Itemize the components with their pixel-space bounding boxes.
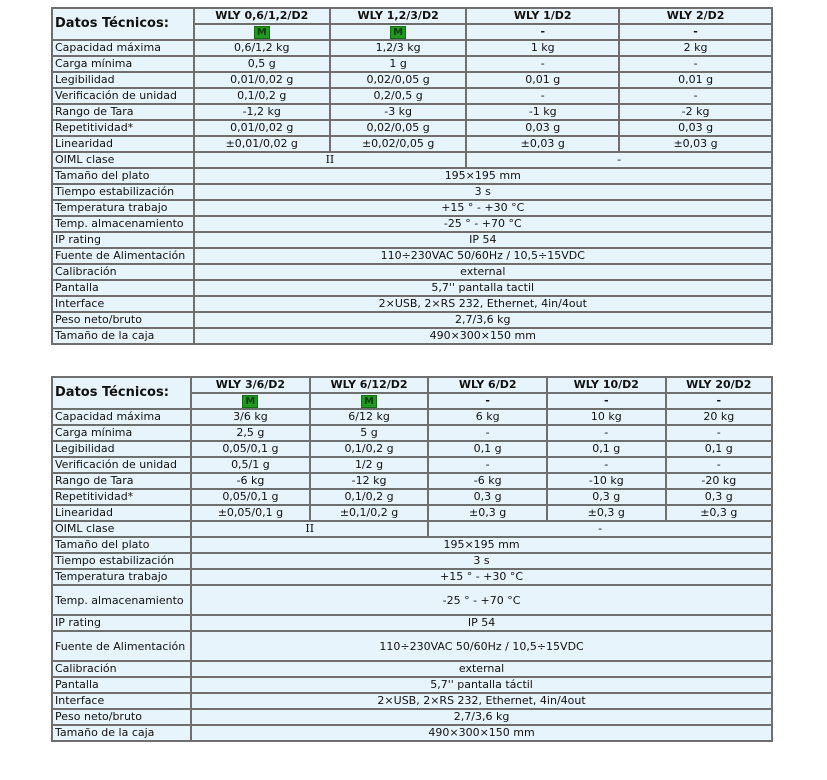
spec-value: -12 kg [311, 474, 428, 488]
spec-value: 0,5/1 g [192, 458, 309, 472]
spec-value: -6 kg [429, 474, 546, 488]
common-value: +15 ° - +30 °C [192, 570, 771, 584]
row-label: Temp. almacenamiento [53, 586, 190, 614]
spec-row-common [53, 632, 771, 660]
row-label: Calibración [53, 662, 190, 676]
spec-value: 1 g [331, 57, 465, 71]
spec-value: 3/6 kg [192, 410, 309, 424]
spec-value: 0,03 g [620, 121, 771, 135]
common-value: 195×195 mm [192, 538, 771, 552]
spec-value: 0,1/0,2 g [311, 442, 428, 456]
spec-row-common [53, 201, 771, 215]
row-label: Temp. almacenamiento [53, 217, 193, 231]
spec-value: 0,01 g [620, 73, 771, 87]
row-label: Peso neto/bruto [53, 313, 193, 327]
spec-row-common [53, 538, 771, 552]
common-value: 490×300×150 mm [192, 726, 771, 740]
row-label: Rango de Tara [53, 105, 193, 119]
common-value: 5,7'' pantalla tactil [195, 281, 771, 295]
spec-value: 0,6/1,2 kg [195, 41, 329, 55]
spec-value: 0,1/0,2 g [195, 89, 329, 103]
spec-value: 2,5 g [192, 426, 309, 440]
spec-row [53, 474, 771, 488]
spec-value: ±0,05/0,1 g [192, 506, 309, 520]
row-label: Verificación de unidad [53, 458, 190, 472]
spec-row [53, 57, 771, 71]
row-label: Tamaño de la caja [53, 329, 193, 343]
spec-value: 1,2/3 kg [331, 41, 465, 55]
spec-row-common [53, 233, 771, 247]
spec-row [53, 458, 771, 472]
row-label: Carga mínima [53, 426, 190, 440]
spec-row-common [53, 249, 771, 263]
spec-value: - [429, 458, 546, 472]
spec-row-common [53, 710, 771, 724]
spec-value: 10 kg [548, 410, 665, 424]
spec-row-common [53, 694, 771, 708]
spec-value: -6 kg [192, 474, 309, 488]
spec-value: - [620, 57, 771, 71]
common-value: 2×USB, 2×RS 232, Ethernet, 4in/4out [192, 694, 771, 708]
spec-row-common [53, 265, 771, 279]
row-label: Peso neto/bruto [53, 710, 190, 724]
spec-value: -1 kg [467, 105, 618, 119]
row-label: Repetitividad* [53, 490, 190, 504]
spec-value: - [667, 458, 771, 472]
spec-row-common [53, 616, 771, 630]
row-label: Verificación de unidad [53, 89, 193, 103]
row-label: Rango de Tara [53, 474, 190, 488]
m-verification-badge-icon: M [254, 26, 270, 39]
verification-cell [331, 25, 465, 39]
oiml-verified-value: II [195, 153, 466, 167]
row-label: Temperatura trabajo [53, 570, 190, 584]
spec-value: 0,5 g [195, 57, 329, 71]
spec-row [53, 105, 771, 119]
model-header: WLY 6/12/D2 [311, 378, 428, 392]
spec-row [53, 137, 771, 151]
row-label: Pantalla [53, 678, 190, 692]
row-label: IP rating [53, 233, 193, 247]
verification-cell [311, 394, 428, 408]
spec-row-common [53, 217, 771, 231]
common-value: IP 54 [192, 616, 771, 630]
row-label: Interface [53, 297, 193, 311]
model-header: WLY 10/D2 [548, 378, 665, 392]
model-header: WLY 6/D2 [429, 378, 546, 392]
common-value: IP 54 [195, 233, 771, 247]
spec-value: -1,2 kg [195, 105, 329, 119]
spec-row-common [53, 313, 771, 327]
spec-value: ±0,1/0,2 g [311, 506, 428, 520]
spec-value: 0,05/0,1 g [192, 490, 309, 504]
spec-row-common [53, 662, 771, 676]
spec-value: 0,01 g [467, 73, 618, 87]
spec-value: ±0,3 g [429, 506, 546, 520]
spec-value: 5 g [311, 426, 428, 440]
common-value: 490×300×150 mm [195, 329, 771, 343]
row-label: OIML clase [53, 153, 193, 167]
row-label: Pantalla [53, 281, 193, 295]
spec-row-common [53, 297, 771, 311]
common-value: 3 s [192, 554, 771, 568]
m-verification-badge-icon: M [242, 395, 258, 408]
verification-cell: - [548, 394, 665, 408]
model-header: WLY 0,6/1,2/D2 [195, 9, 329, 23]
table-title: Datos Técnicos: [53, 9, 193, 39]
verification-cell [192, 394, 309, 408]
spec-value: ±0,03 g [467, 137, 618, 151]
common-value: 2×USB, 2×RS 232, Ethernet, 4in/4out [195, 297, 771, 311]
spec-value: -2 kg [620, 105, 771, 119]
spec-value: ±0,01/0,02 g [195, 137, 329, 151]
model-header: WLY 2/D2 [620, 9, 771, 23]
spec-value: ±0,3 g [548, 506, 665, 520]
oiml-non-verified-value: - [467, 153, 771, 167]
spec-row [53, 89, 771, 103]
spec-value: 20 kg [667, 410, 771, 424]
row-label: Tiempo estabilización [53, 185, 193, 199]
table-title: Datos Técnicos: [53, 378, 190, 408]
spec-value: - [429, 426, 546, 440]
spec-value: 2 kg [620, 41, 771, 55]
spec-value: 6 kg [429, 410, 546, 424]
spec-row [53, 410, 771, 424]
spec-value: 1/2 g [311, 458, 428, 472]
spec-row [53, 490, 771, 504]
spec-row-common [53, 570, 771, 584]
common-value: external [195, 265, 771, 279]
common-value: 5,7'' pantalla táctil [192, 678, 771, 692]
row-label: Tamaño del plato [53, 538, 190, 552]
spec-table-1 [51, 7, 773, 345]
verification-cell: - [429, 394, 546, 408]
row-label: Repetitividad* [53, 121, 193, 135]
row-label: Linearidad [53, 506, 190, 520]
row-label: Tiempo estabilización [53, 554, 190, 568]
spec-table-2 [51, 376, 773, 742]
spec-row-oiml [53, 522, 771, 536]
spec-value: ±0,3 g [667, 506, 771, 520]
verification-cell: - [620, 25, 771, 39]
common-value: -25 ° - +70 °C [192, 586, 771, 614]
spec-value: ±0,03 g [620, 137, 771, 151]
m-verification-badge-icon: M [361, 395, 377, 408]
spec-value: - [548, 426, 665, 440]
row-label: Capacidad máxima [53, 41, 193, 55]
row-label: Linearidad [53, 137, 193, 151]
common-value: 3 s [195, 185, 771, 199]
spec-row-common [53, 678, 771, 692]
common-value: 2,7/3,6 kg [195, 313, 771, 327]
spec-value: - [667, 426, 771, 440]
oiml-verified-value: II [192, 522, 427, 536]
spec-row [53, 442, 771, 456]
row-label: Fuente de Alimentación [53, 632, 190, 660]
verification-cell: - [467, 25, 618, 39]
spec-row-oiml [53, 153, 771, 167]
verification-cell: - [667, 394, 771, 408]
spec-value: 0,1 g [429, 442, 546, 456]
spec-value: 1 kg [467, 41, 618, 55]
spec-value: 0,01/0,02 g [195, 73, 329, 87]
common-value: 2,7/3,6 kg [192, 710, 771, 724]
model-header: WLY 1/D2 [467, 9, 618, 23]
common-value: +15 ° - +30 °C [195, 201, 771, 215]
row-label: IP rating [53, 616, 190, 630]
spec-value: 0,01/0,02 g [195, 121, 329, 135]
spec-row [53, 506, 771, 520]
spec-value: 6/12 kg [311, 410, 428, 424]
spec-value: 0,3 g [548, 490, 665, 504]
spec-row [53, 426, 771, 440]
spec-value: 0,3 g [667, 490, 771, 504]
model-header: WLY 20/D2 [667, 378, 771, 392]
row-label: Legibilidad [53, 73, 193, 87]
spec-row-common [53, 726, 771, 740]
spec-value: 0,02/0,05 g [331, 121, 465, 135]
spec-value: -10 kg [548, 474, 665, 488]
m-verification-badge-icon: M [390, 26, 406, 39]
row-label: Interface [53, 694, 190, 708]
spec-value: 0,1 g [667, 442, 771, 456]
common-value: external [192, 662, 771, 676]
row-label: OIML clase [53, 522, 190, 536]
spec-value: - [467, 57, 618, 71]
row-label: Fuente de Alimentación [53, 249, 193, 263]
spec-value: - [620, 89, 771, 103]
row-label: Tamaño del plato [53, 169, 193, 183]
spec-value: 0,1/0,2 g [311, 490, 428, 504]
spec-row-common [53, 169, 771, 183]
common-value: 110÷230VAC 50/60Hz / 10,5÷15VDC [192, 632, 771, 660]
spec-value: 0,1 g [548, 442, 665, 456]
oiml-non-verified-value: - [429, 522, 771, 536]
row-label: Carga mínima [53, 57, 193, 71]
spec-value: - [467, 89, 618, 103]
row-label: Capacidad máxima [53, 410, 190, 424]
row-label: Temperatura trabajo [53, 201, 193, 215]
spec-value: ±0,02/0,05 g [331, 137, 465, 151]
spec-row [53, 73, 771, 87]
spec-value: 0,3 g [429, 490, 546, 504]
spec-value: - [548, 458, 665, 472]
spec-row-common [53, 329, 771, 343]
spec-row-common [53, 554, 771, 568]
spec-value: 0,2/0,5 g [331, 89, 465, 103]
spec-value: 0,02/0,05 g [331, 73, 465, 87]
spec-value: -20 kg [667, 474, 771, 488]
spec-row-common [53, 586, 771, 614]
spec-row [53, 41, 771, 55]
spec-row-common [53, 281, 771, 295]
model-header: WLY 3/6/D2 [192, 378, 309, 392]
common-value: -25 ° - +70 °C [195, 217, 771, 231]
spec-row-common [53, 185, 771, 199]
model-header: WLY 1,2/3/D2 [331, 9, 465, 23]
row-label: Legibilidad [53, 442, 190, 456]
row-label: Calibración [53, 265, 193, 279]
spec-row [53, 121, 771, 135]
common-value: 110÷230VAC 50/60Hz / 10,5÷15VDC [195, 249, 771, 263]
spec-value: 0,03 g [467, 121, 618, 135]
spec-value: 0,05/0,1 g [192, 442, 309, 456]
verification-cell [195, 25, 329, 39]
common-value: 195×195 mm [195, 169, 771, 183]
spec-value: -3 kg [331, 105, 465, 119]
row-label: Tamaño de la caja [53, 726, 190, 740]
